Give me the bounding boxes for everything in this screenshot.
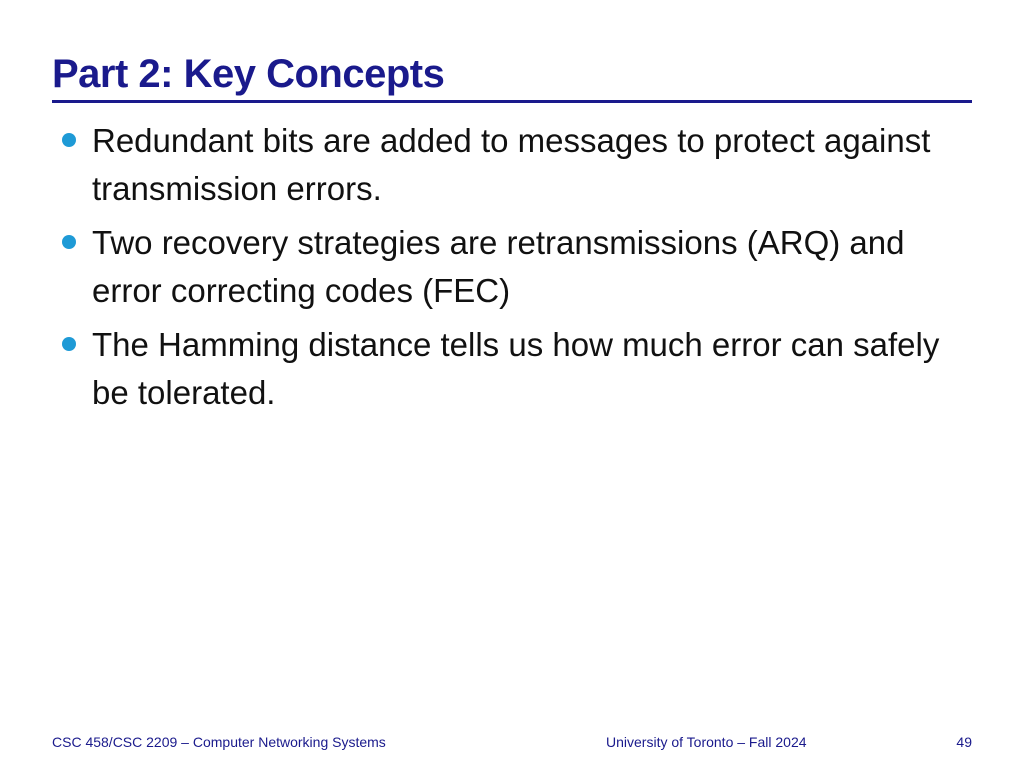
bullet-dot-icon xyxy=(62,337,76,351)
title-underline xyxy=(52,100,972,103)
bullet-item xyxy=(62,117,942,213)
bullet-text: The Hamming distance tells us how much error can safely be tolerated. xyxy=(92,326,940,411)
bullet-dot-icon xyxy=(62,133,76,147)
slide-title: Part 2: Key Concepts xyxy=(52,52,445,96)
bullet-list xyxy=(62,117,942,423)
footer-course: CSC 458/CSC 2209 – Computer Networking Systems xyxy=(52,734,386,750)
bullet-dot-icon xyxy=(62,235,76,249)
bullet-text: Two recovery strategies are retransmissions (ARQ) and error correcting codes (FEC) xyxy=(92,224,905,309)
footer-university: University of Toronto – Fall 2024 xyxy=(606,734,807,750)
bullet-item xyxy=(62,219,942,315)
bullet-item xyxy=(62,321,942,417)
bullet-text: Redundant bits are added to messages to protect against transmission errors. xyxy=(92,122,931,207)
page-number: 49 xyxy=(956,734,972,750)
